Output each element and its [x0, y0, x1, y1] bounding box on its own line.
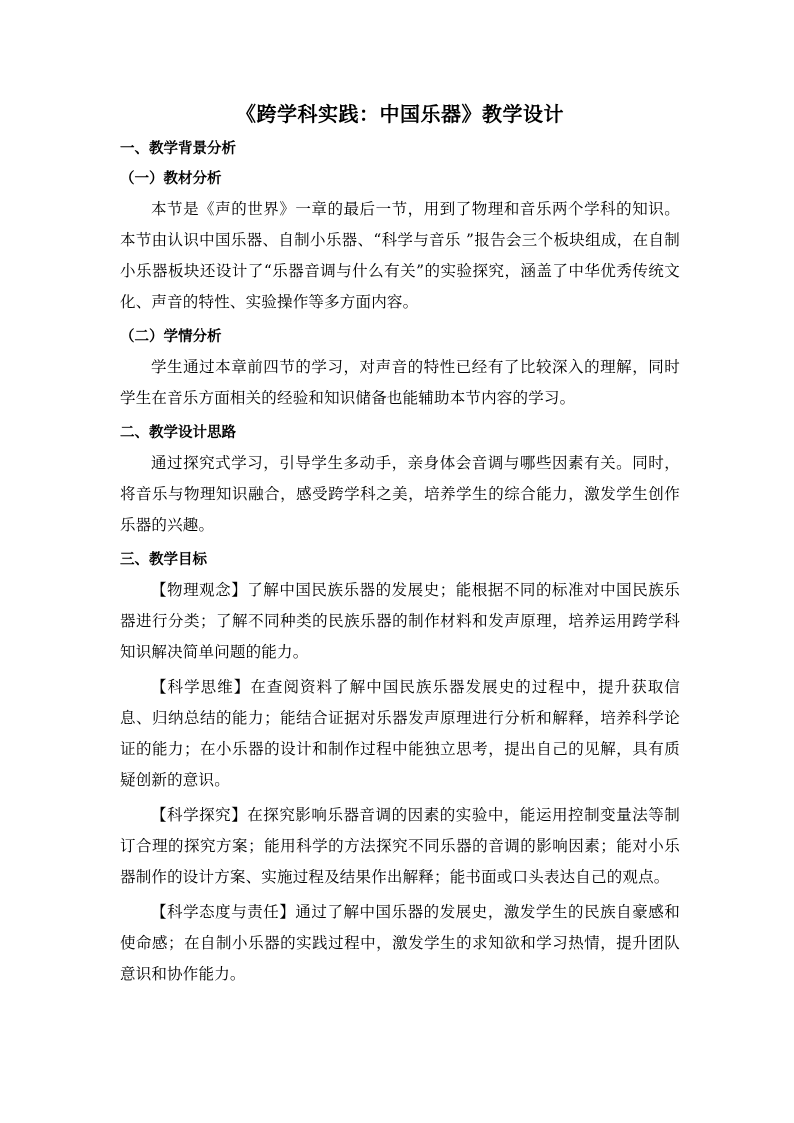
- document-title: 《跨学科实践：中国乐器》教学设计: [236, 102, 564, 126]
- goal-tag: 【科学探究】: [151, 806, 248, 824]
- section-heading-design: 二、教学设计思路: [120, 425, 236, 441]
- goal-scientific-thinking: [120, 672, 680, 796]
- document-page: [120, 100, 680, 994]
- goal-tag: 【物理观念】: [151, 581, 248, 599]
- goal-scientific-inquiry: [120, 800, 680, 893]
- goal-text: 在探究影响乐器音调的因素的实验中，能运用控制变量法等制订合理的探究方案；能用科学的方法探究不同乐器的音调的影响因素；能对小乐器制作的设计方案、实施过程及结果作出解释；能书面或口头表达自己的观点。: [120, 806, 681, 886]
- goal-attitude-responsibility: [120, 897, 680, 990]
- goal-text: 了解中国民族乐器的发展史；能根据不同的标准对中国民族乐器进行分类；了解不同种类的民族乐器的制作材料和发声原理，培养运用跨学科知识解决简单问题的能力。: [120, 581, 681, 661]
- paragraph-textbook-analysis: 本节是《声的世界》一章的最后一节，用到了物理和音乐两个学科的知识。本节由认识中国乐器、自制小乐器、“科学与音乐 ”报告会三个板块组成，在自制小乐器板块还设计了“乐器音调与什么有关”的实验探究，涵盖了中华优秀传统文化、声音的特性、实验操作等多方面内容。: [120, 200, 680, 311]
- subsection-heading-textbook: （一）教材分析: [120, 171, 222, 187]
- goal-tag: 【科学思维】: [151, 678, 251, 696]
- subsection-heading-students: （二）学情分析: [120, 329, 222, 345]
- paragraph-student-analysis: 学生通过本章前四节的学习，对声音的特性已经有了比较深入的理解，同时学生在音乐方面相关的经验和知识储备也能辅助本节内容的学习。: [120, 358, 680, 407]
- section-heading-goals: 三、教学目标: [120, 552, 207, 568]
- paragraph-design-approach: 通过探究式学习，引导学生多动手，亲身体会音调与哪些因素有关。同时，将音乐与物理知识融合，感受跨学科之美，培养学生的综合能力，激发学生创作乐器的兴趣。: [120, 454, 680, 534]
- section-heading-background: 一、教学背景分析: [120, 141, 236, 157]
- goal-text: 在查阅资料了解中国民族乐器发展史的过程中，提升获取信息、归纳总结的能力；能结合证据对乐器发声原理进行分析和解释，培养科学论证的能力；在小乐器的设计和制作过程中能独立思考，提出自己的见解，具有质疑创新的意识。: [120, 678, 681, 789]
- goal-text: 通过了解中国乐器的发展史，激发学生的民族自豪感和使命感；在自制小乐器的实践过程中，激发学生的求知欲和学习热情，提升团队意识和协作能力。: [120, 903, 680, 983]
- goal-tag: 【科学态度与责任】: [151, 903, 296, 921]
- goal-physics-concept: [120, 575, 680, 668]
